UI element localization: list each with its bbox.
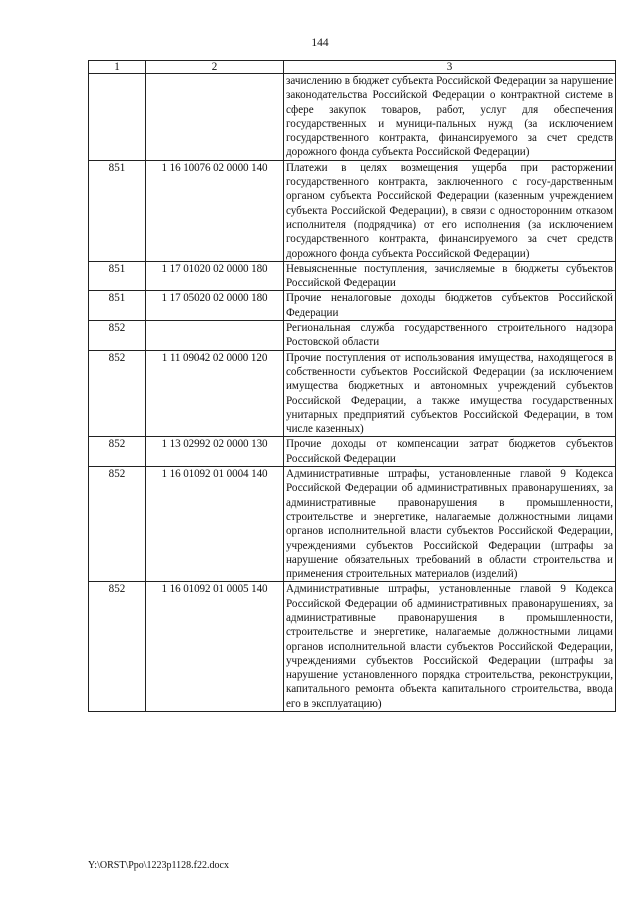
revenue-code-table [88, 60, 616, 712]
table-row [89, 261, 616, 291]
admin-code-cell: 852 [89, 467, 146, 582]
admin-code-cell: 851 [89, 261, 146, 291]
kbk-code-cell: 1 17 01020 02 0000 180 [146, 261, 284, 291]
kbk-code-cell: 1 11 09042 02 0000 120 [146, 350, 284, 437]
kbk-code-cell: 1 16 01092 01 0004 140 [146, 467, 284, 582]
table-row [89, 582, 616, 712]
admin-code-cell: 852 [89, 321, 146, 351]
table-row [89, 160, 616, 261]
header-cell-1: 1 [89, 61, 146, 74]
description-cell: Административные штрафы, установленные главой 9 Кодекса Российской Федерации об административных правонарушениях, за административные правонарушения в промышленности, строительстве и энергетике, налагаемые должностными лицами органов исполнительной власти субъектов Российской Федерации, учреждениями субъектов Российской Федерации (штрафы за нарушение установленного порядка строительства, реконструкции, капитального ремонта объекта капитального строительства, ввода его в эксплуатацию) [284, 582, 616, 712]
table-row [89, 467, 616, 582]
table-row [89, 291, 616, 321]
kbk-code-cell: 1 16 01092 01 0005 140 [146, 582, 284, 712]
description-cell: Прочие неналоговые доходы бюджетов субъектов Российской Федерации [284, 291, 616, 321]
admin-code-cell [89, 74, 146, 161]
admin-code-cell: 851 [89, 160, 146, 261]
header-cell-2: 2 [146, 61, 284, 74]
description-cell: Платежи в целях возмещения ущерба при расторжении государственного контракта, заключенного с госу-дарственным органом субъекта Российской Федерации (казенным учреждением субъекта Российской Федерации), в связи с односторонним отказом исполнителя (подрядчика) от его исполнения (за исключением государственного контракта, финансируемого за счет средств дорожного фонда субъекта Российской Федерации) [284, 160, 616, 261]
table-row [89, 350, 616, 437]
table-header-row [89, 61, 616, 74]
table-row [89, 321, 616, 351]
page-number: 144 [311, 37, 329, 49]
admin-code-cell: 852 [89, 582, 146, 712]
admin-code-cell: 851 [89, 291, 146, 321]
file-path-footer: Y:\ORST\Ppo\1223p1128.f22.docx [88, 860, 229, 871]
description-cell: Административные штрафы, установленные главой 9 Кодекса Российской Федерации об административных правонарушениях, за административные правонарушения в промышленности, строительстве и энергетике, налагаемые должностными лицами органов исполнительной власти субъектов Российской Федерации, учреждениями субъектов Российской Федерации (штрафы за нарушение обязательных требований в области строительства и применения строительных материалов (изделий) [284, 467, 616, 582]
admin-code-cell: 852 [89, 437, 146, 467]
header-cell-3: 3 [284, 61, 616, 74]
table-row [89, 74, 616, 161]
description-cell: Невыясненные поступления, зачисляемые в бюджеты субъектов Российской Федерации [284, 261, 616, 291]
kbk-code-cell: 1 16 10076 02 0000 140 [146, 160, 284, 261]
kbk-code-cell: 1 17 05020 02 0000 180 [146, 291, 284, 321]
admin-code-cell: 852 [89, 350, 146, 437]
table-row [89, 437, 616, 467]
kbk-code-cell: 1 13 02992 02 0000 130 [146, 437, 284, 467]
kbk-code-cell [146, 74, 284, 161]
kbk-code-cell [146, 321, 284, 351]
description-cell: зачислению в бюджет субъекта Российской Федерации за нарушение законодательства Российской Федерации о контрактной системе в сфере закупок товаров, работ, услуг для обеспечения государственных и муници-пальных нужд (за исключением государственного контракта, финансируемого за счет средств дорожного фонда субъекта Российской Федерации) [284, 74, 616, 161]
description-cell: Региональная служба государственного строительного надзора Ростовской области [284, 321, 616, 351]
description-cell: Прочие поступления от использования имущества, находящегося в собственности субъектов Российской Федерации (за исключением имущества бюджетных и автономных учреждений субъектов Российской Федерации, а также имущества государственных унитарных предприятий субъектов Российской Федерации, в том числе казенных) [284, 350, 616, 437]
description-cell: Прочие доходы от компенсации затрат бюджетов субъектов Российской Федерации [284, 437, 616, 467]
